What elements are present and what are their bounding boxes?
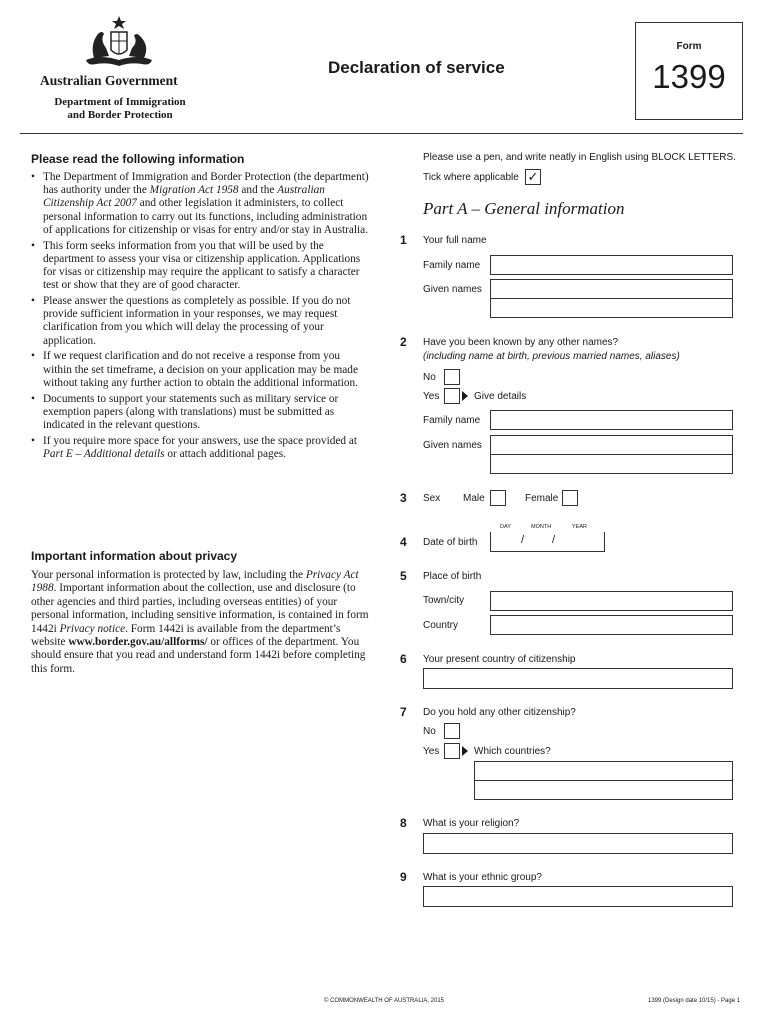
place-of-birth-label: Place of birth (423, 571, 482, 582)
ethnic-group-label: What is your ethnic group? (423, 872, 542, 883)
date-of-birth-field[interactable] (490, 532, 605, 552)
form-number: 1399 (652, 58, 726, 95)
ethnic-group-field[interactable] (423, 886, 733, 907)
copyright-footer: © COMMONWEALTH OF AUSTRALIA, 2015 (324, 998, 444, 1004)
question-5-number: 5 (400, 569, 407, 583)
male-checkbox[interactable] (490, 490, 506, 506)
form-label: Form (676, 41, 702, 52)
part-a-heading: Part A – General information (423, 199, 625, 218)
day-caption: DAY (500, 524, 511, 530)
bullet-icon: • (31, 392, 35, 405)
town-city-label: Town/city (423, 595, 465, 606)
italic-text: Privacy Act 1988 (31, 569, 359, 595)
family-name-field[interactable] (490, 255, 733, 275)
date-of-birth-label: Date of birth (423, 537, 478, 548)
italic-text: Australian Citizenship Act 2007 (43, 184, 325, 210)
religion-label: What is your religion? (423, 818, 520, 829)
birth-country-label: Country (423, 620, 459, 631)
privacy-heading: Important information about privacy (31, 549, 238, 563)
arrow-right-icon (462, 746, 468, 756)
form-title: Declaration of service (328, 58, 505, 77)
given-names-field-1[interactable] (490, 279, 733, 299)
question-1-label: Your full name (423, 235, 487, 246)
department-line-1: Department of Immigration (54, 96, 186, 108)
information-bullet-5: • Documents to support your statements such as military service or exemption papers (along with translations) must be submitted as indicated in the relevant questions. (31, 392, 339, 432)
bullet-icon: • (31, 239, 35, 252)
other-names-yes-label: Yes (423, 391, 440, 402)
question-6-number: 6 (400, 652, 407, 666)
other-names-no-label: No (423, 372, 436, 383)
information-bullets (30, 171, 370, 464)
website-link[interactable]: www.border.gov.au/allforms/ (68, 636, 208, 649)
family-name-label: Family name (423, 260, 481, 271)
birth-country-field[interactable] (490, 615, 733, 635)
question-3-number: 3 (400, 491, 407, 505)
information-bullet-3: • Please answer the questions as completely as possible. If you do not provide sufficient information in your responses, we may request clarification from you which will delay the processing of your application. (31, 295, 351, 347)
question-4-number: 4 (400, 535, 407, 549)
date-separator-1: / (521, 534, 525, 546)
given-names-field-2[interactable] (490, 298, 733, 318)
tick-example-box: ✓ (525, 169, 541, 185)
bullet-icon: • (31, 350, 35, 363)
which-countries-field-1[interactable] (474, 761, 733, 781)
government-name: Australian Government (40, 73, 178, 88)
other-family-name-field[interactable] (490, 410, 733, 430)
header-divider (20, 133, 743, 134)
which-countries-field-2[interactable] (474, 780, 733, 800)
other-citizenship-no-checkbox[interactable] (444, 723, 460, 739)
question-2-number: 2 (400, 335, 407, 349)
male-label: Male (463, 493, 485, 504)
information-bullet-2: • This form seeks information from you that will be used by the department to assess your visa or citizenship application. Applications for visas or citizenship may require the applicant to satisfy a character test or show that they are of good character. (31, 239, 361, 292)
question-8-number: 8 (400, 816, 407, 830)
date-separator-2: / (552, 534, 556, 546)
other-given-names-label: Given names (423, 440, 482, 451)
month-caption: MONTH (531, 524, 552, 530)
design-date-footer: 1399 (Design date 10/15) - Page 1 (648, 998, 741, 1004)
other-family-name-label: Family name (423, 415, 481, 426)
citizenship-label: Your present country of citizenship (423, 654, 576, 665)
tick-label: Tick where applicable (423, 172, 519, 183)
coat-of-arms-logo (80, 14, 158, 72)
town-city-field[interactable] (490, 591, 733, 611)
department-line-2: and Border Protection (67, 109, 173, 121)
which-countries-label: Which countries? (474, 746, 551, 757)
question-9-number: 9 (400, 870, 407, 884)
citizenship-field[interactable] (423, 668, 733, 689)
information-bullet-4: • If we request clarification and do not receive a response from you within the set timeframe, a decision on your application may be made without taking any further action to obtain the additional information. (31, 350, 358, 389)
information-bullet-6: • If you require more space for your answers, use the space provided at Part E – Additional details or attach additional pages. (31, 434, 357, 461)
privacy-text: Your personal information is protected by law, including the Privacy Act 1988. Important information about the collection, use and disclosure (to other agencies and third parties, including overseas entities) of your personal information, including sensitive information, is contained in form 1442i Privacy notice. Form 1442i is available from the department’s website www.border.gov.au/allforms/ or offices of the department. You should ensure that you read and understand form 1442i before completing this form. (31, 569, 369, 675)
italic-text: Privacy notice (59, 622, 126, 635)
question-1-number: 1 (400, 233, 407, 247)
question-2-label: Have you been known by any other names? (423, 337, 619, 348)
sex-label: Sex (423, 493, 441, 504)
bullet-icon: • (31, 295, 35, 308)
other-given-names-field-1[interactable] (490, 435, 733, 455)
question-2-hint: (including name at birth, previous married names, aliases) (423, 351, 680, 362)
other-names-yes-checkbox[interactable] (444, 388, 460, 404)
other-citizenship-label: Do you hold any other citizenship? (423, 707, 576, 718)
give-details-label: Give details (474, 391, 527, 402)
italic-text: Migration Act 1958 (149, 184, 239, 197)
arrow-right-icon (462, 391, 468, 401)
bullet-icon: • (31, 434, 35, 447)
instruction-text: Please use a pen, and write neatly in English using BLOCK LETTERS. (423, 152, 736, 163)
read-heading: Please read the following information (31, 152, 245, 166)
other-given-names-field-2[interactable] (490, 454, 733, 474)
other-citizenship-yes-label: Yes (423, 746, 440, 757)
given-names-label: Given names (423, 284, 482, 295)
other-names-no-checkbox[interactable] (444, 369, 460, 385)
italic-text: Part E – Additional details (43, 448, 165, 461)
year-caption: YEAR (572, 524, 587, 530)
female-label: Female (525, 493, 559, 504)
bullet-icon: • (31, 171, 35, 183)
religion-field[interactable] (423, 833, 733, 854)
question-7-number: 7 (400, 705, 407, 719)
department-name (42, 96, 198, 122)
other-citizenship-no-label: No (423, 726, 436, 737)
information-bullet-1: • The Department of Immigration and Border Protection (the department) has authority under the Migration Act 1958 and the Australian Citizenship Act 2007 and other legislation it administers, to collect personal information to carry out its functions, including administration of applications for citizenship or visas for entry and/or stay in Australia. (31, 171, 369, 236)
other-citizenship-yes-checkbox[interactable] (444, 743, 460, 759)
female-checkbox[interactable] (562, 490, 578, 506)
